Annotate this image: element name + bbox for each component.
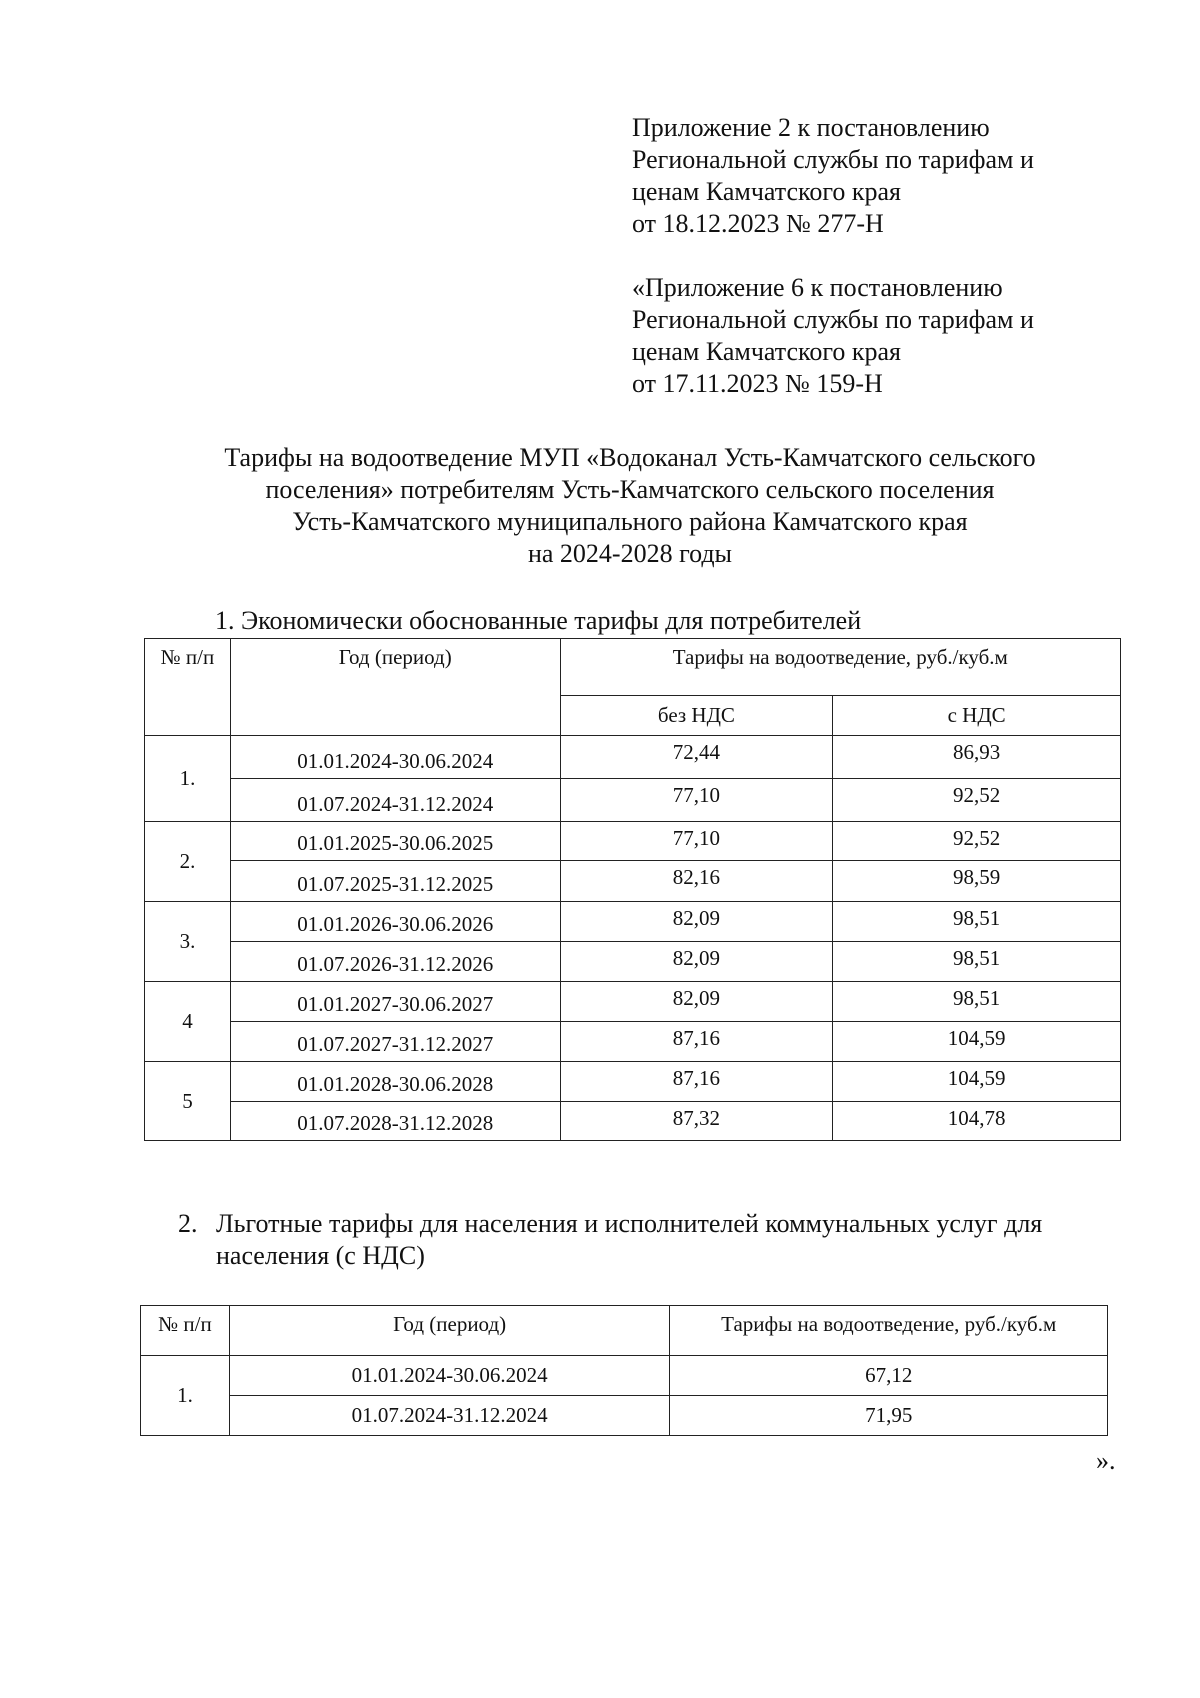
document-title <box>150 442 1110 570</box>
economic-tariffs-table <box>144 638 1121 1141</box>
section2-heading <box>178 1208 1138 1272</box>
annex-line: Приложение 2 к постановлению <box>632 113 990 142</box>
table-row <box>145 736 1121 779</box>
annex-line: ценам Камчатского края <box>632 177 901 206</box>
row-period: 01.07.2024-31.12.2024 <box>230 779 560 822</box>
closing-quote: ». <box>1096 1446 1116 1475</box>
row-no-vat: 82,09 <box>560 982 833 1022</box>
row-vat: 92,52 <box>833 822 1121 861</box>
header-tariffs: Тарифы на водоотведение, руб./куб.м <box>670 1306 1108 1356</box>
row-period: 01.01.2024-30.06.2024 <box>230 736 560 779</box>
annex-line: от 18.12.2023 № 277-Н <box>632 209 884 238</box>
row-no-vat: 82,09 <box>560 902 833 942</box>
row-period: 01.07.2026-31.12.2026 <box>230 942 560 982</box>
row-vat: 92,52 <box>833 779 1121 822</box>
row-period: 01.07.2028-31.12.2028 <box>230 1102 560 1141</box>
row-period: 01.01.2024-30.06.2024 <box>229 1356 670 1396</box>
section2-heading-line: населения (с НДС) <box>216 1241 425 1270</box>
row-period: 01.01.2026-30.06.2026 <box>230 902 560 942</box>
row-no-vat: 87,32 <box>560 1102 833 1141</box>
row-vat: 104,59 <box>833 1022 1121 1062</box>
table-row <box>145 982 1121 1022</box>
row-no-vat: 82,16 <box>560 861 833 902</box>
title-line: Усть-Камчатского муниципального района Камчатского края <box>292 507 968 536</box>
annex-line: Региональной службы по тарифам и <box>632 145 1034 174</box>
row-no-vat: 87,16 <box>560 1062 833 1102</box>
section2-number: 2. <box>178 1209 198 1238</box>
table-row <box>145 861 1121 902</box>
header-num: № п/п <box>141 1306 230 1356</box>
header-period: Год (период) <box>229 1306 670 1356</box>
annex-line: от 17.11.2023 № 159-Н <box>632 369 883 398</box>
row-vat: 98,51 <box>833 902 1121 942</box>
section1-heading: 1. Экономически обоснованные тарифы для потребителей <box>215 606 862 635</box>
table-row <box>145 822 1121 861</box>
title-line: поселения» потребителям Усть-Камчатского сельского поселения <box>265 475 995 504</box>
row-period: 01.01.2028-30.06.2028 <box>230 1062 560 1102</box>
header-tariffs: Тарифы на водоотведение, руб./куб.м <box>560 639 1120 696</box>
row-no-vat: 82,09 <box>560 942 833 982</box>
annex-line: «Приложение 6 к постановлению <box>632 273 1003 302</box>
row-value: 71,95 <box>670 1396 1108 1436</box>
row-period: 01.01.2027-30.06.2027 <box>230 982 560 1022</box>
row-vat: 104,78 <box>833 1102 1121 1141</box>
header-period: Год (период) <box>230 639 560 736</box>
row-period: 01.07.2027-31.12.2027 <box>230 1022 560 1062</box>
row-vat: 98,59 <box>833 861 1121 902</box>
table-row <box>145 1022 1121 1062</box>
row-vat: 98,51 <box>833 942 1121 982</box>
row-number: 3. <box>145 902 231 982</box>
table-row <box>145 902 1121 942</box>
table-row <box>141 1396 1108 1436</box>
row-vat: 86,93 <box>833 736 1121 779</box>
table-row <box>145 942 1121 982</box>
title-line: Тарифы на водоотведение МУП «Водоканал Усть-Камчатского сельского <box>224 443 1036 472</box>
row-number: 5 <box>145 1062 231 1141</box>
annex-header <box>632 112 1132 400</box>
row-no-vat: 87,16 <box>560 1022 833 1062</box>
row-number: 1. <box>145 736 231 822</box>
row-no-vat: 72,44 <box>560 736 833 779</box>
preferential-tariffs-table <box>140 1305 1108 1436</box>
table-row <box>145 1102 1121 1141</box>
row-period: 01.07.2025-31.12.2025 <box>230 861 560 902</box>
row-number: 1. <box>141 1356 230 1436</box>
header-no-vat: без НДС <box>560 696 833 736</box>
table-row <box>145 779 1121 822</box>
row-vat: 98,51 <box>833 982 1121 1022</box>
table-row <box>145 1062 1121 1102</box>
row-number: 4 <box>145 982 231 1062</box>
row-period: 01.01.2025-30.06.2025 <box>230 822 560 861</box>
annex-line: Региональной службы по тарифам и <box>632 305 1034 334</box>
annex-line: ценам Камчатского края <box>632 337 901 366</box>
row-number: 2. <box>145 822 231 902</box>
header-vat: с НДС <box>833 696 1121 736</box>
row-vat: 104,59 <box>833 1062 1121 1102</box>
row-value: 67,12 <box>670 1356 1108 1396</box>
table-row <box>141 1356 1108 1396</box>
section2-heading-line: Льготные тарифы для населения и исполнителей коммунальных услуг для <box>216 1209 1043 1238</box>
header-num: № п/п <box>145 639 231 736</box>
row-period: 01.07.2024-31.12.2024 <box>229 1396 670 1436</box>
row-no-vat: 77,10 <box>560 779 833 822</box>
row-no-vat: 77,10 <box>560 822 833 861</box>
title-line: на 2024-2028 годы <box>527 539 733 568</box>
